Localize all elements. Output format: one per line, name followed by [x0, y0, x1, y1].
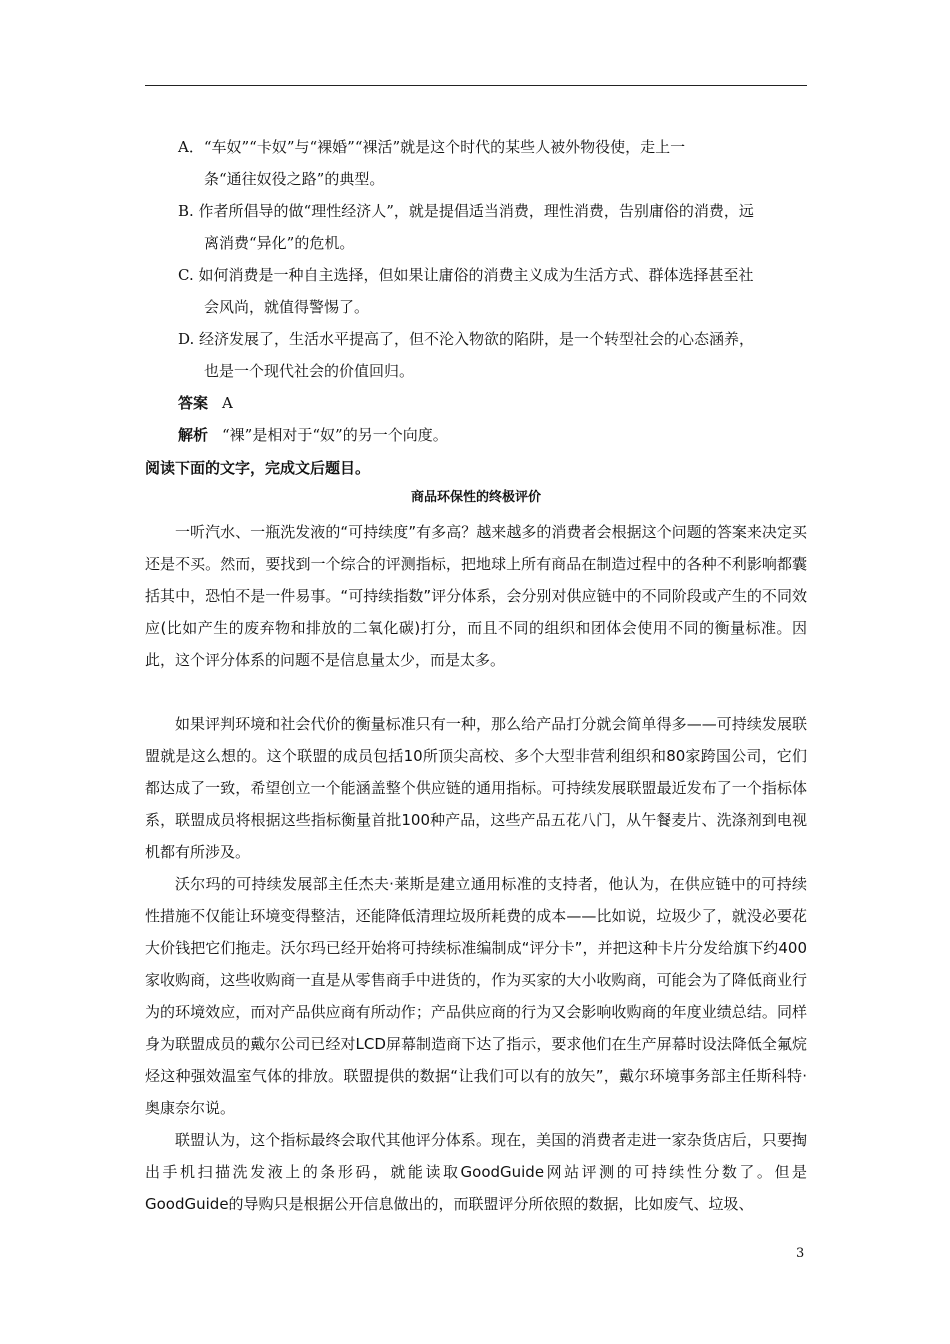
option-c-line2: 会风尚，就值得警惕了。 [204, 298, 370, 316]
option-a-line1: A．“车奴”“卡奴”与“裸婚”“裸活”就是这个时代的某些人被外物役使，走上一 [178, 138, 686, 156]
paragraph-text: 如果评判环境和社会代价的衡量标准只有一种，那么给产品打分就会简单得多——可持续发展联盟就是这么想的。这个联盟的成员包括10所顶尖高校、多个大型非营利组织和80家跨国公司，它们都达成了一致，希望创立一个能涵盖整个供应链的通用指标。可持续发展联盟最近发布了一个指标体系，联盟成员将根据这些指标衡量首批100种产品，这些产品五花八门，从午餐麦片、洗涤剂到电视机都有所涉及。 [145, 715, 807, 861]
option-d [178, 323, 808, 387]
article-paragraph-4 [145, 1124, 807, 1220]
answer-line [178, 387, 233, 419]
option-c [178, 259, 808, 323]
header-rule [145, 85, 807, 86]
option-b-line2: 离消费“异化”的危机。 [204, 234, 355, 252]
option-a [178, 131, 808, 195]
reading-instruction: 阅读下面的文字，完成文后题目。 [145, 459, 371, 477]
article-paragraph-3 [145, 868, 807, 1124]
page-number: 3 [796, 1246, 805, 1261]
option-d-line1: D. 经济发展了，生活水平提高了，但不沦入物欲的陷阱，是一个转型社会的心态涵养， [178, 330, 755, 348]
option-b-line1: B. 作者所倡导的做“理性经济人”，就是提倡适当消费，理性消费，告别庸俗的消费，远 [178, 202, 754, 220]
answer-value: A [222, 394, 233, 412]
article-paragraph-1 [145, 516, 807, 676]
option-a-line2: 条“通往奴役之路”的典型。 [204, 170, 385, 188]
article-paragraph-2 [145, 708, 807, 868]
answer-label: 答案 [178, 394, 209, 412]
analysis-value: “裸”是相对于“奴”的另一个向度。 [222, 426, 448, 444]
analysis-label: 解析 [178, 426, 209, 444]
analysis-line [178, 419, 448, 451]
option-b [178, 195, 808, 259]
paragraph-text: 联盟认为，这个指标最终会取代其他评分体系。现在，美国的消费者走进一家杂货店后，只要掏出手机扫描洗发液上的条形码，就能读取GoodGuide网站评测的可持续性分数了。但是GoodGuide的导购只是根据公开信息做出的，而联盟评分所依照的数据，比如废气、垃圾、 [145, 1131, 807, 1213]
option-d-line2: 也是一个现代社会的价值回归。 [204, 362, 415, 380]
option-c-line1: C. 如何消费是一种自主选择，但如果让庸俗的消费主义成为生活方式、群体选择甚至社 [178, 266, 754, 284]
paragraph-text: 沃尔玛的可持续发展部主任杰夫·莱斯是建立通用标准的支持者，他认为，在供应链中的可持续性措施不仅能让环境变得整洁，还能降低清理垃圾所耗费的成本——比如说，垃圾少了，就没必要花大价钱把它们拖走。沃尔玛已经开始将可持续标准编制成“评分卡”，并把这种卡片分发给旗下约400家收购商，这些收购商一直是从零售商手中进货的，作为买家的大小收购商，可能会为了降低商业行为的环境效应，而对产品供应商有所动作；产品供应商的行为又会影响收购商的年度业绩总结。同样身为联盟成员的戴尔公司已经对LCD屏幕制造商下达了指示，要求他们在生产屏幕时设法降低全氟烷烃这种强效温室气体的排放。联盟提供的数据“让我们可以有的放矢”，戴尔环境事务部主任斯科特·奥康奈尔说。 [145, 875, 807, 1117]
paragraph-text: 一听汽水、一瓶洗发液的“可持续度”有多高？越来越多的消费者会根据这个问题的答案来决定买还是不买。然而，要找到一个综合的评测指标，把地球上所有商品在制造过程中的各种不利影响都囊括其中，恐怕不是一件易事。“可持续指数”评分体系，会分别对供应链中的不同阶段或产生的不同效应(比如产生的废弃物和排放的二氧化碳)打分，而且不同的组织和团体会使用不同的衡量标准。因此，这个评分体系的问题不是信息量太少，而是太多。 [145, 523, 807, 669]
article-title: 商品环保性的终极评价 [410, 490, 541, 505]
